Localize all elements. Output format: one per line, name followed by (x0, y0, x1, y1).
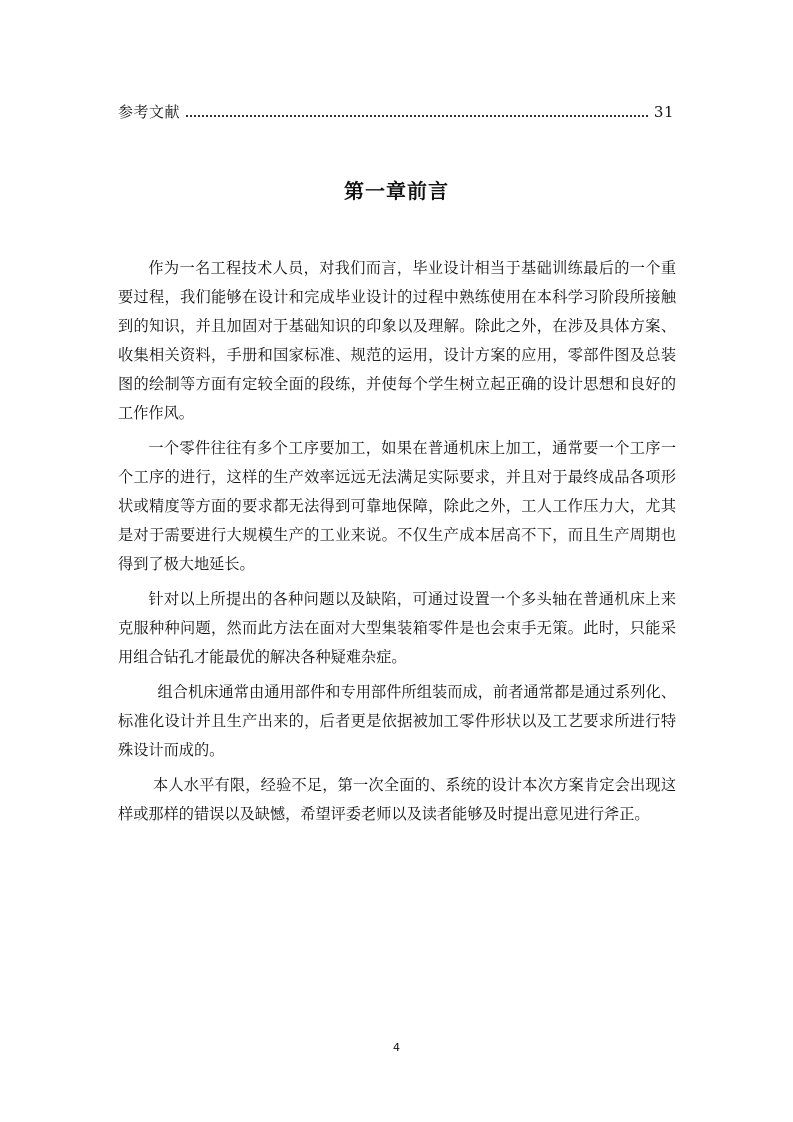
chapter-title: 第一章前言 (344, 179, 449, 203)
page-number: 4 (393, 1041, 400, 1054)
paragraph: 作为一名工程技术人员，对我们而言，毕业设计相当于基础训练最后的一个重要过程，我们能够在设计和完成毕业设计的过程中熟练使用在本科学习阶段所接触到的知识，并且加固对于基础知识的印象以及理解。除此之外，在涉及具体方案、收集相关资料，手册和国家标准、规范的运用，设计方案的应用，零部件图及总装图的绘制等方面有定较全面的段练，并使每个学生树立起正确的设计思想和良好的工作作风。 (118, 259, 676, 422)
paragraph: 本人水平有限，经验不足，第一次全面的、系统的设计本次方案肯定会出现这样或那样的错误以及缺憾，希望评委老师以及读者能够及时提出意见进行斧正。 (118, 776, 676, 823)
paragraph: 一个零件往往有多个工序要加工，如果在普通机床上加工，通常要一个工序一个工序的进行，这样的生产效率远远无法满足实际要求，并且对于最终成品各项形状或精度等方面的要求都无法得到可靠地保障，除此之外，工人工作压力大，尤其是对于需要进行大规模生产的工业来说。不仅生产成本居高不下，而且生产周期也得到了极大地延长。 (118, 439, 676, 573)
toc-dot-leader (186, 114, 648, 117)
chapter-body (118, 254, 676, 835)
toc-entry-page-number: 31 (653, 103, 674, 121)
paragraph: 针对以上所提出的各种问题以及缺陷，可通过设置一个多头轴在普通机床上来克服种种问题，然而此方法在面对大型集装箱零件是也会束手无策。此时，只能采用组合钻孔才能最优的解决各种疑难杂症。 (118, 590, 676, 666)
paragraph: 组合机床通常由通用部件和专用部件所组装而成，前者通常都是通过系列化、标准化设计并且生产出来的，后者更是依据被加工零件形状以及工艺要求所进行特殊设计而成的。 (118, 683, 676, 759)
toc-entry-references[interactable] (118, 101, 674, 123)
toc-entry-title: 参考文献 (118, 103, 181, 121)
